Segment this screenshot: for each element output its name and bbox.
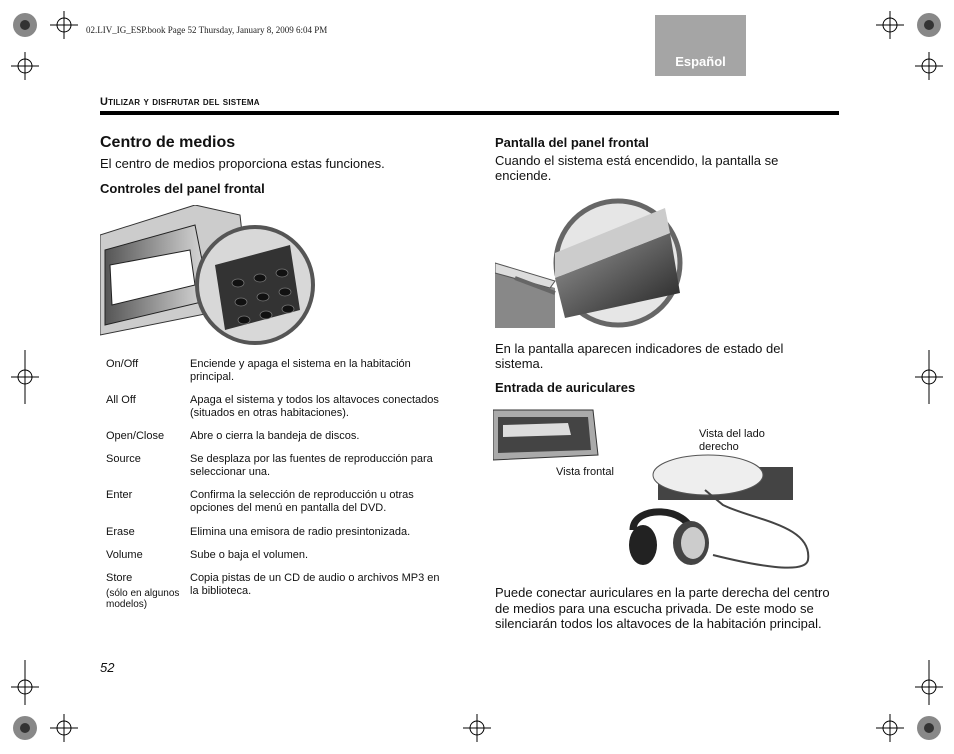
control-description: Se desplaza por las fuentes de reproducción para seleccionar una. (190, 453, 433, 478)
control-name: Volume (106, 549, 143, 561)
page-number: 52 (100, 660, 115, 675)
crosshair-icon (11, 660, 39, 705)
file-info: 02.LIV_IG_ESP.book Page 52 Thursday, January 8, 2009 6:04 PM (86, 25, 328, 35)
controls-title: Controles del panel frontal (100, 181, 265, 196)
starburst-icon (917, 13, 941, 37)
display-text: Cuando el sistema está encendido, la pantalla se enciende. (495, 153, 779, 183)
control-name: Enter (106, 489, 133, 501)
page-heading: Centro de medios (100, 134, 236, 151)
crosshair-icon (876, 11, 904, 39)
control-name: Source (106, 453, 141, 465)
starburst-icon (13, 716, 37, 740)
crosshair-icon (11, 52, 39, 80)
section-title: Utilizar y disfrutar del sistema (100, 96, 260, 108)
control-description: Enciende y apaga el sistema en la habitación principal. (190, 358, 411, 383)
control-description: Copia pistas de un CD de audio o archivos MP3 en la biblioteca. (190, 572, 440, 597)
control-name: Erase (106, 526, 135, 538)
display-indicators: En la pantalla aparecen indicadores de estado del sistema. (495, 341, 784, 371)
crosshair-icon (876, 714, 904, 742)
crosshair-icon (463, 714, 491, 742)
header-rule (100, 111, 839, 115)
front-panel-illustration (100, 205, 320, 345)
control-description: Sube o baja el volumen. (190, 549, 309, 561)
control-description: Confirma la selección de reproducción u otras opciones del menú en pantalla del DVD. (190, 489, 414, 514)
caption-side-view: Vista del lado derecho (699, 428, 765, 453)
control-note: (sólo en algunos modelos) (106, 588, 180, 610)
display-illustration (495, 193, 695, 333)
starburst-icon (13, 13, 37, 37)
intro-text: El centro de medios proporciona estas funciones. (100, 156, 385, 171)
crosshair-icon (915, 350, 943, 404)
crosshair-icon (915, 660, 943, 705)
crosshair-icon (50, 714, 78, 742)
crosshair-icon (915, 52, 943, 80)
control-name (106, 572, 186, 610)
language-label: Español (675, 54, 726, 69)
crosshair-icon (11, 350, 39, 404)
control-name: On/Off (106, 358, 139, 370)
starburst-icon (917, 716, 941, 740)
control-description: Abre o cierra la bandeja de discos. (190, 430, 360, 442)
crosshair-icon (50, 11, 78, 39)
language-tab (655, 15, 746, 76)
headphones-title: Entrada de auriculares (495, 380, 636, 395)
control-description: Elimina una emisora de radio presintonizada. (190, 526, 411, 538)
control-name: Open/Close (106, 430, 165, 442)
caption-front-view: Vista frontal (556, 466, 614, 478)
control-name: All Off (106, 394, 136, 406)
control-description: Apaga el sistema y todos los altavoces conectados (situados en otras habitaciones). (190, 394, 439, 419)
headphones-text: Puede conectar auriculares en la parte derecha del centro de medios para una escucha privada. De este modo se silenciarán todos los altavoces de la habitación principal. (495, 585, 830, 631)
display-title: Pantalla del panel frontal (495, 135, 649, 150)
control-name-text: Store (106, 572, 133, 584)
